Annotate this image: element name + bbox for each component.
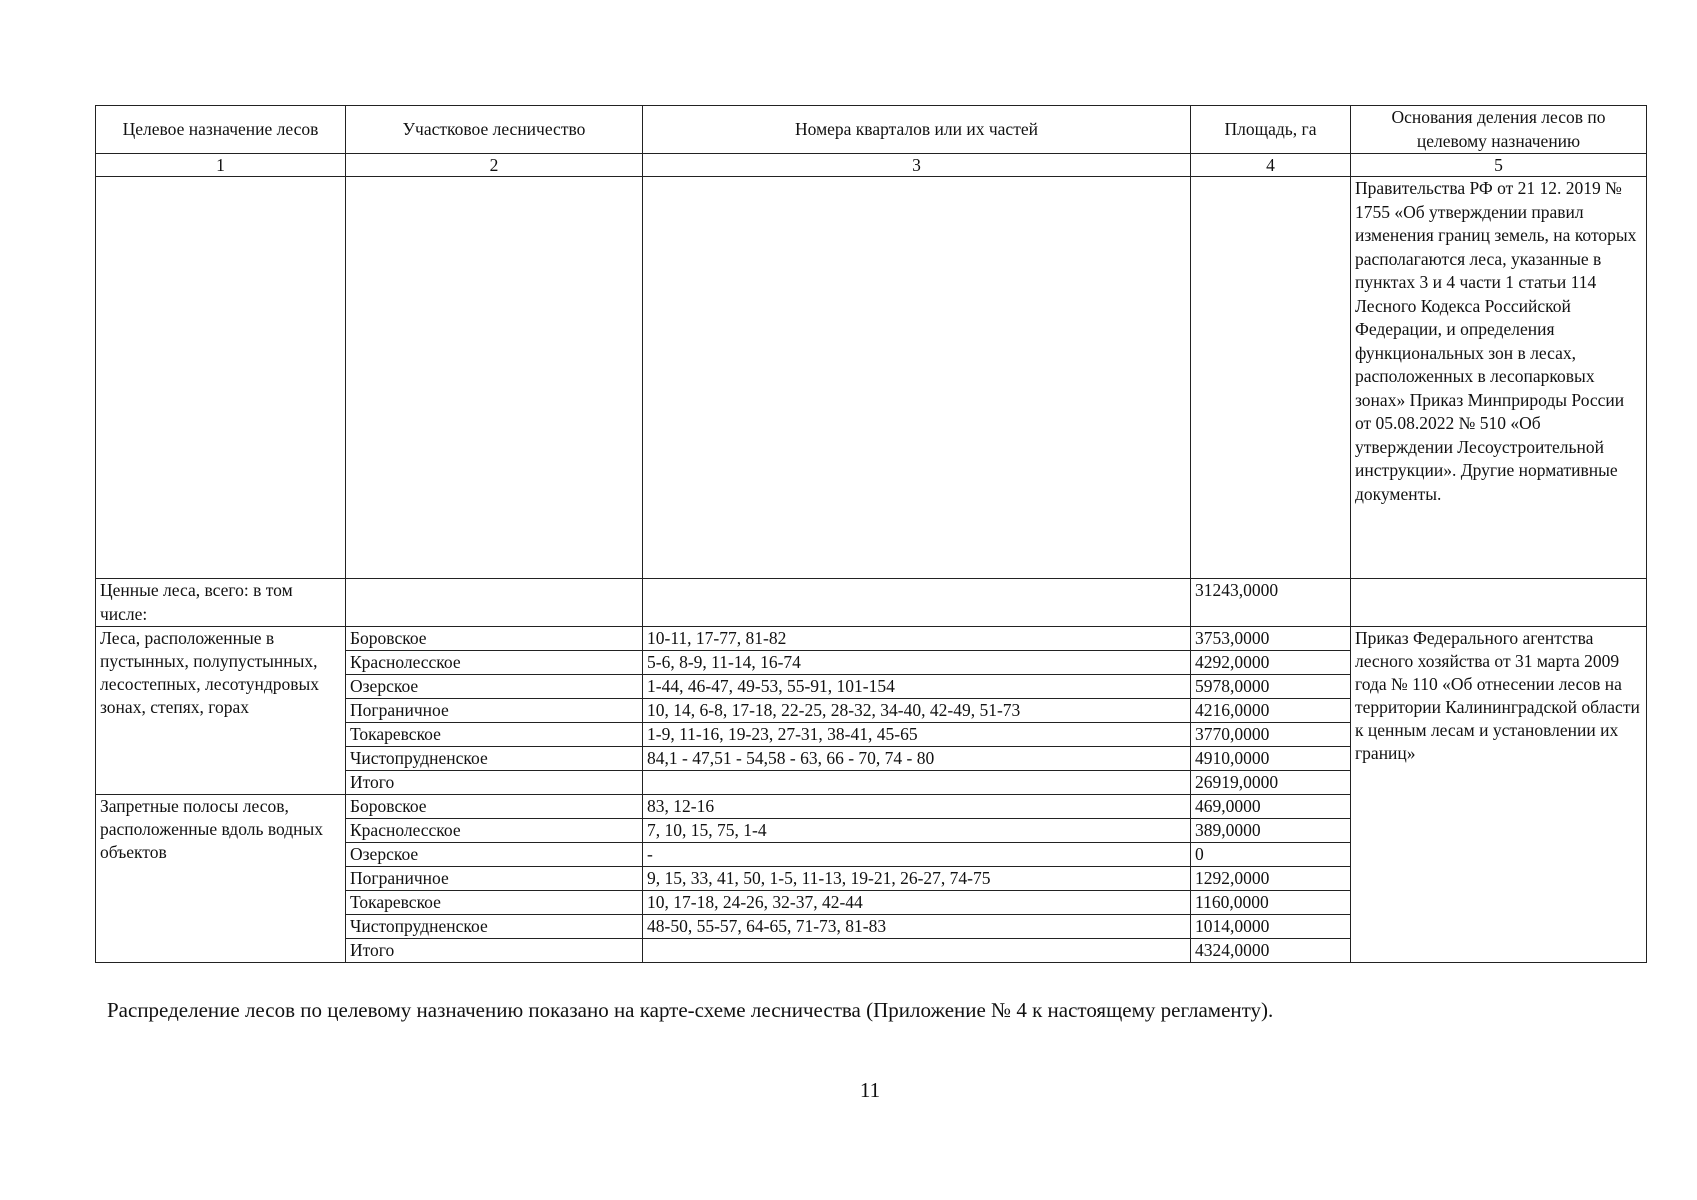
table-row	[96, 627, 1647, 651]
table-header-row	[96, 106, 1647, 154]
empty-cell	[1191, 177, 1351, 579]
area-cell: 4216,0000	[1191, 699, 1351, 723]
district-cell: Токаревское	[346, 891, 643, 915]
group1-purpose-cell: Леса, расположенные в пустынных, полупустынных, лесостепных, лесотундровых зонах, степях, горах	[96, 627, 346, 795]
area-cell: 469,0000	[1191, 795, 1351, 819]
area-cell: 1014,0000	[1191, 915, 1351, 939]
area-cell: 389,0000	[1191, 819, 1351, 843]
header-purpose: Целевое назначение лесов	[96, 106, 346, 154]
district-cell: Чистопрудненское	[346, 915, 643, 939]
district-cell: Итого	[346, 771, 643, 795]
district-cell: Боровское	[346, 627, 643, 651]
quarters-cell: 7, 10, 15, 75, 1-4	[643, 819, 1191, 843]
empty-cell	[1351, 579, 1647, 627]
quarters-cell: 1-44, 46-47, 49-53, 55-91, 101-154	[643, 675, 1191, 699]
area-cell: 4292,0000	[1191, 651, 1351, 675]
empty-cell	[96, 177, 346, 579]
column-number: 5	[1351, 154, 1647, 177]
quarters-cell: 83, 12-16	[643, 795, 1191, 819]
area-cell: 26919,0000	[1191, 771, 1351, 795]
group2-purpose-cell: Запретные полосы лесов, расположенные вдоль водных объектов	[96, 795, 346, 963]
quarters-cell	[643, 939, 1191, 963]
quarters-cell: 48-50, 55-57, 64-65, 71-73, 81-83	[643, 915, 1191, 939]
group1-basis-cell: Приказ Федерального агентства лесного хозяйства от 31 марта 2009 года № 110 «Об отнесении лесов на территории Калининградской области к ценным лесам и установлении их границ»	[1351, 627, 1647, 963]
area-cell: 3753,0000	[1191, 627, 1351, 651]
quarters-cell	[643, 771, 1191, 795]
district-cell: Пограничное	[346, 699, 643, 723]
quarters-cell: -	[643, 843, 1191, 867]
district-cell: Боровское	[346, 795, 643, 819]
column-number-row	[96, 154, 1647, 177]
quarters-cell: 5-6, 8-9, 11-14, 16-74	[643, 651, 1191, 675]
valuable-forests-label: Ценные леса, всего: в том числе:	[96, 579, 346, 627]
area-cell: 4910,0000	[1191, 747, 1351, 771]
district-cell: Озерское	[346, 843, 643, 867]
area-cell: 1292,0000	[1191, 867, 1351, 891]
distribution-note: Распределение лесов по целевому назначению показано на карте-схеме лесничества (Приложение № 4 к настоящему регламенту).	[107, 998, 1274, 1022]
empty-cell	[346, 579, 643, 627]
district-cell: Чистопрудненское	[346, 747, 643, 771]
district-cell: Пограничное	[346, 867, 643, 891]
column-number: 4	[1191, 154, 1351, 177]
column-number: 3	[643, 154, 1191, 177]
header-quarters: Номера кварталов или их частей	[643, 106, 1191, 154]
area-cell: 0	[1191, 843, 1351, 867]
header-basis: Основания деления лесов по целевому назначению	[1351, 106, 1647, 154]
header-area: Площадь, га	[1191, 106, 1351, 154]
area-cell: 4324,0000	[1191, 939, 1351, 963]
district-cell: Итого	[346, 939, 643, 963]
continuation-basis-cell: Правительства РФ от 21 12. 2019 № 1755 «Об утверждении правил изменения границ земель, на которых располагаются леса, указанные в пунктах 3 и 4 части 1 статьи 114 Лесного Кодекса Российской Федерации, и определения функциональных зон в лесах, расположенных в лесопарковых зонах» Приказ Минприроды России от 05.08.2022 № 510 «Об утверждении Лесоустроительной инструкции». Другие нормативные документы.	[1351, 177, 1647, 579]
quarters-cell: 10, 17-18, 24-26, 32-37, 42-44	[643, 891, 1191, 915]
district-cell: Токаревское	[346, 723, 643, 747]
area-cell: 3770,0000	[1191, 723, 1351, 747]
empty-cell	[643, 579, 1191, 627]
quarters-cell: 1-9, 11-16, 19-23, 27-31, 38-41, 45-65	[643, 723, 1191, 747]
forest-purpose-table	[95, 105, 1647, 963]
district-cell: Озерское	[346, 675, 643, 699]
continuation-row	[96, 177, 1647, 579]
valuable-forests-total-row	[96, 579, 1647, 627]
quarters-cell: 10, 14, 6-8, 17-18, 22-25, 28-32, 34-40, 42-49, 51-73	[643, 699, 1191, 723]
empty-cell	[643, 177, 1191, 579]
valuable-forests-area: 31243,0000	[1191, 579, 1351, 627]
column-number: 2	[346, 154, 643, 177]
empty-cell	[346, 177, 643, 579]
district-cell: Краснолесское	[346, 819, 643, 843]
area-cell: 5978,0000	[1191, 675, 1351, 699]
quarters-cell: 9, 15, 33, 41, 50, 1-5, 11-13, 19-21, 26-27, 74-75	[643, 867, 1191, 891]
page-number: 11	[859, 1078, 881, 1102]
quarters-cell: 84,1 - 47,51 - 54,58 - 63, 66 - 70, 74 - 80	[643, 747, 1191, 771]
area-cell: 1160,0000	[1191, 891, 1351, 915]
column-number: 1	[96, 154, 346, 177]
district-cell: Краснолесское	[346, 651, 643, 675]
quarters-cell: 10-11, 17-77, 81-82	[643, 627, 1191, 651]
header-district: Участковое лесничество	[346, 106, 643, 154]
